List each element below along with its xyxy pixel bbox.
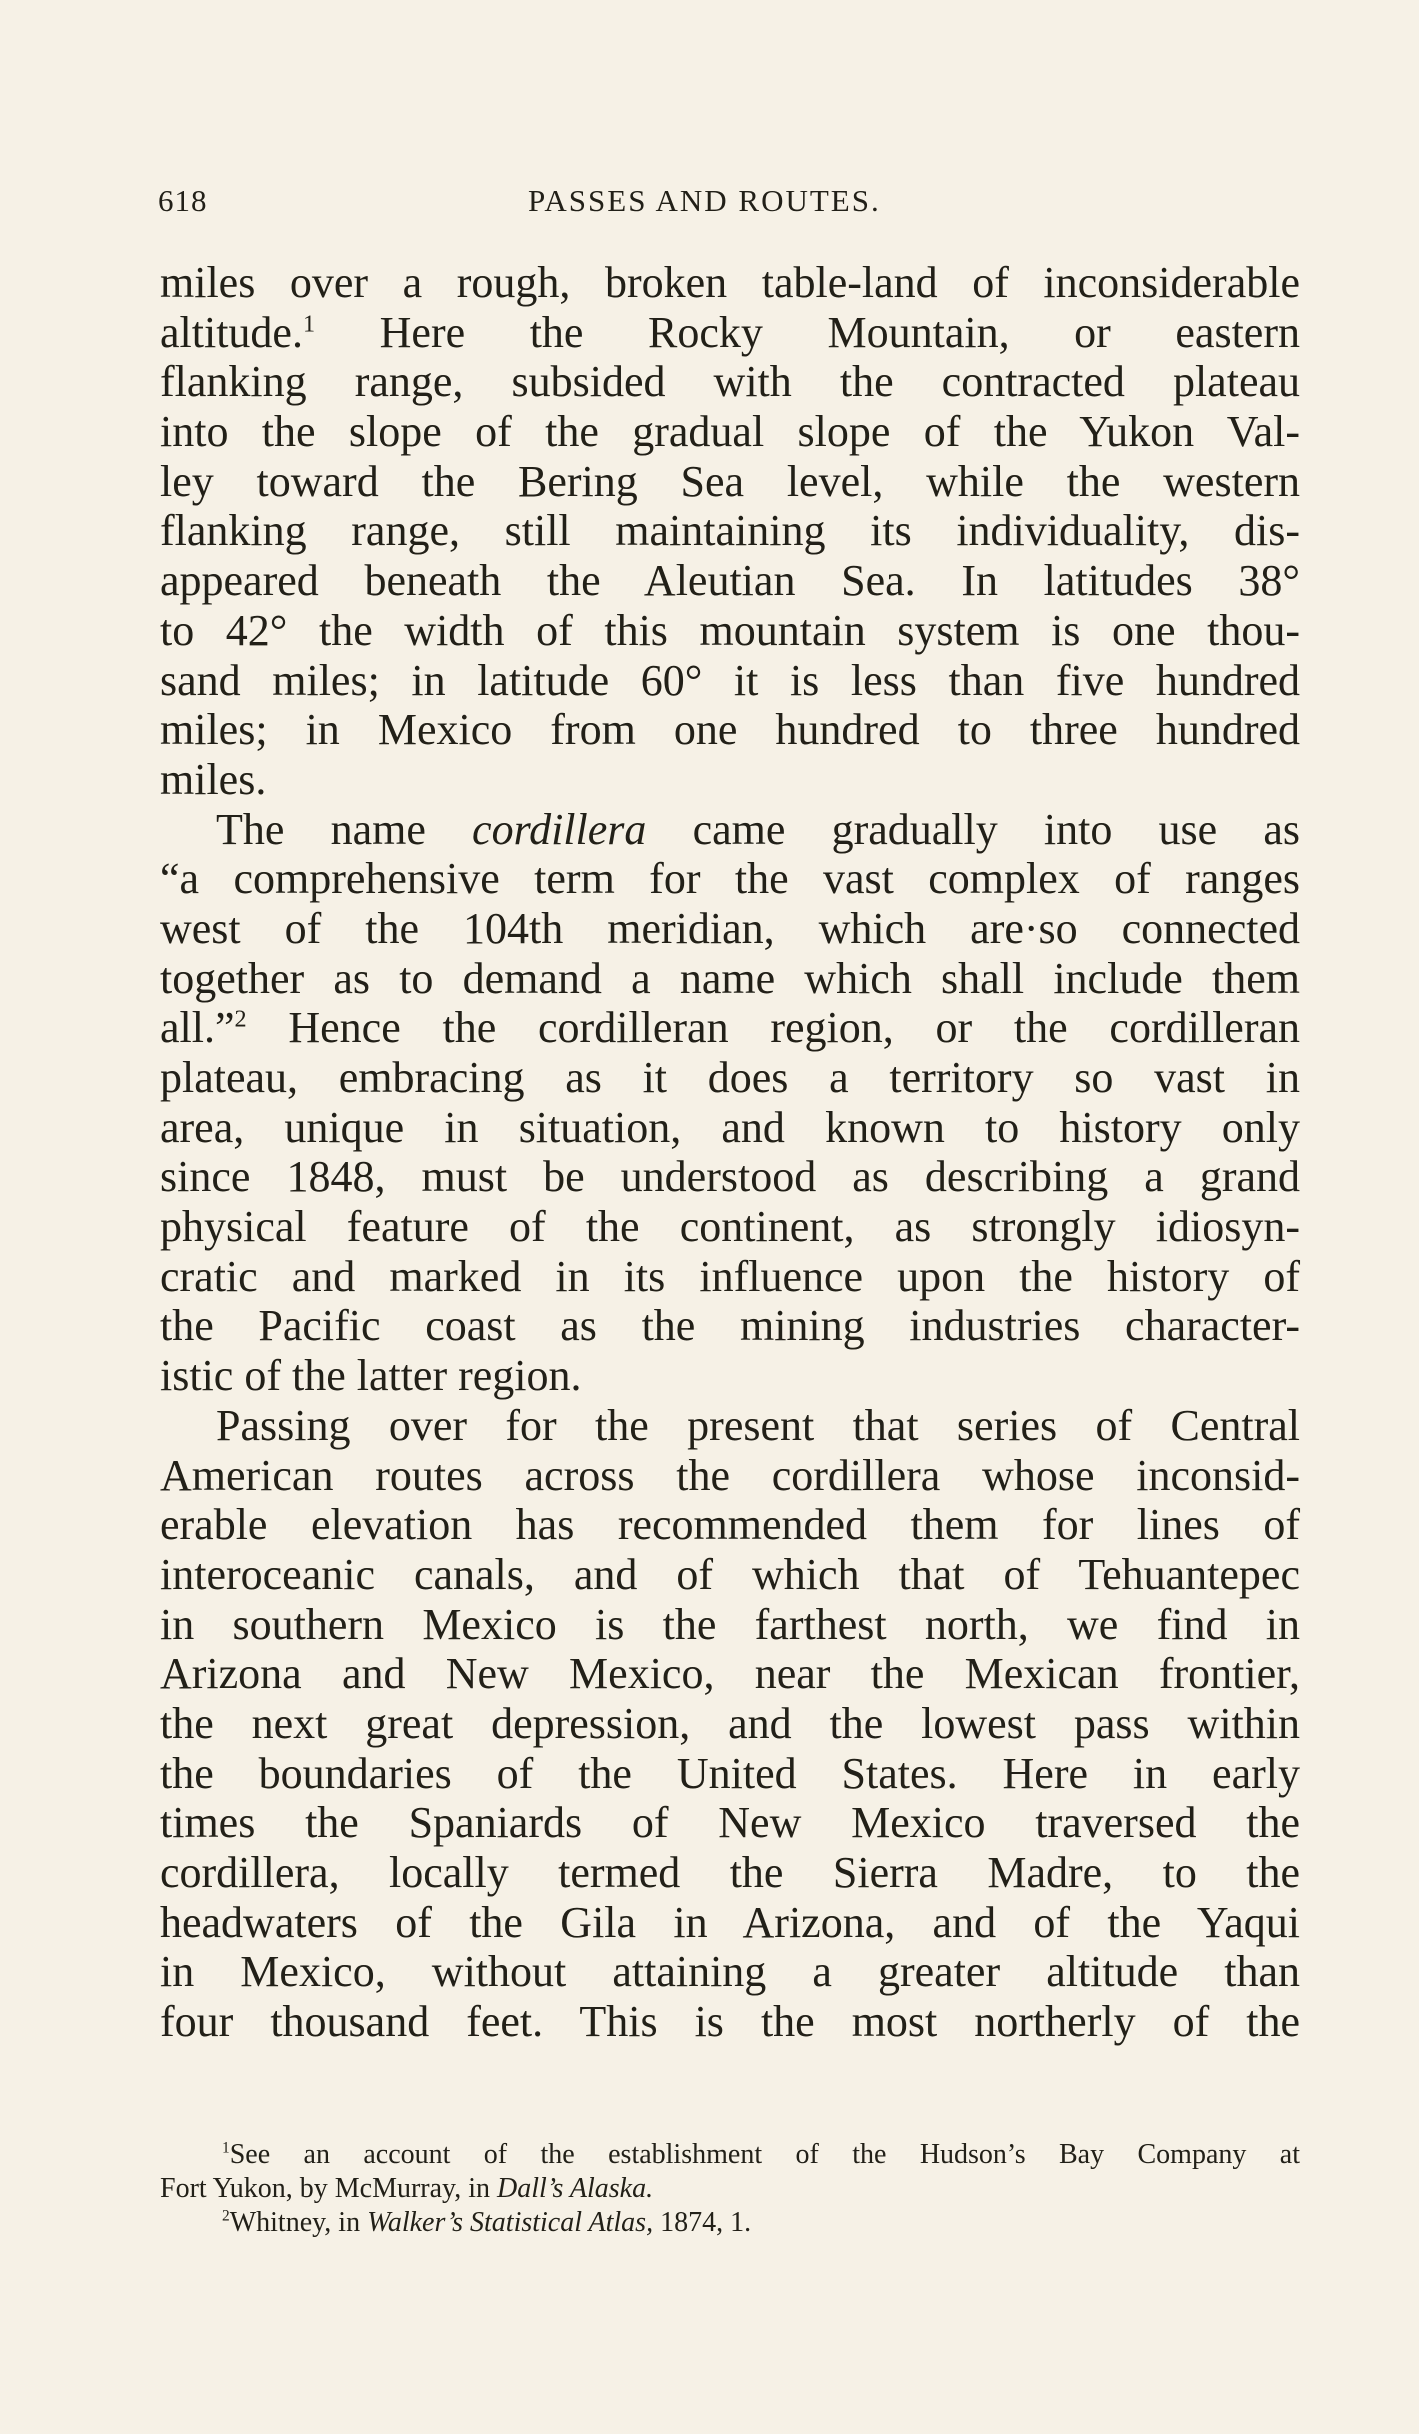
text-line: Passing over for the present that series of Central — [216, 1400, 1300, 1450]
running-head: PASSES AND ROUTES. — [528, 183, 881, 218]
footnote-1-continued: Fort Yukon, by McMurray, in Dall’s Alaska. — [160, 2173, 654, 2204]
page-number: 618 — [158, 183, 208, 218]
footnote-ref-1: 1 — [302, 310, 316, 338]
text-line: times the Spaniards of New Mexico traversed the — [160, 1798, 1300, 1848]
text-line: erable elevation has recommended them for lines of — [160, 1500, 1300, 1550]
text-line: the Pacific coast as the mining industries character- — [160, 1301, 1300, 1351]
page-header — [158, 183, 1298, 223]
text-line: American routes across the cordillera whose inconsid- — [160, 1450, 1300, 1500]
text-line: miles over a rough, broken table-land of inconsiderable — [160, 258, 1300, 307]
text-line: since 1848, must be understood as describing a grand — [160, 1152, 1300, 1202]
text-line: all.”$^2$ Hence the cordilleran region, or the cordilleran — [160, 1003, 1300, 1053]
footnote-mark-1: 1 — [222, 2139, 230, 2157]
text-line: together as to demand a name which shall include them — [160, 953, 1300, 1003]
text-line: interoceanic canals, and of which that of Tehuantepec — [160, 1549, 1300, 1599]
text-line: “a comprehensive term for the vast complex of ranges — [160, 854, 1300, 904]
text-line: miles; in Mexico from one hundred to three hundred — [160, 705, 1300, 755]
footnote-mark-2: 2 — [222, 2207, 230, 2225]
text-line: cordillera, locally termed the Sierra Madre, to the — [160, 1848, 1300, 1897]
text-line: the boundaries of the United States. Here in early — [160, 1748, 1300, 1798]
text-line: The name cordillera came gradually into use as — [216, 804, 1300, 854]
text-line: istic of the latter region. — [160, 1351, 582, 1401]
text-line: the next great depression, and the lowest pass within — [160, 1698, 1300, 1748]
text-line: into the slope of the gradual slope of the Yukon Val- — [160, 407, 1300, 457]
footnote-2: $^2$Whitney, in Walker’s Statistical Atlas, 1874, 1. — [222, 2207, 752, 2238]
text-line: physical feature of the continent, as strongly idiosyn- — [160, 1202, 1300, 1252]
italic-term: cordillera — [472, 804, 647, 854]
text-line: flanking range, subsided with the contracted plateau — [160, 357, 1300, 407]
text-line: appeared beneath the Aleutian Sea. In latitudes 38° — [160, 556, 1300, 606]
italic-citation: Walker’s Statistical Atlas, — [367, 2207, 654, 2238]
text-line: plateau, embracing as it does a territory so vast in — [160, 1053, 1300, 1102]
italic-citation: Dall’s Alaska. — [497, 2173, 654, 2204]
text-line: in Mexico, without attaining a greater altitude than — [160, 1947, 1300, 1997]
text-line: ley toward the Bering Sea level, while the western — [160, 456, 1300, 506]
text-line: headwaters of the Gila in Arizona, and of the Yaqui — [160, 1897, 1300, 1947]
text-line: sand miles; in latitude 60° it is less than five hundred — [160, 655, 1300, 705]
text-line: miles. — [160, 754, 267, 804]
text-line: cratic and marked in its influence upon the history of — [160, 1251, 1300, 1301]
text-line: Arizona and New Mexico, near the Mexican frontier, — [160, 1649, 1300, 1699]
text-line: in southern Mexico is the farthest north, we find in — [160, 1599, 1300, 1649]
text-line: altitude.$^1$ Here the Rocky Mountain, or eastern — [160, 307, 1300, 357]
text-line: area, unique in situation, and known to history only — [160, 1102, 1300, 1152]
text-line: flanking range, still maintaining its individuality, dis- — [160, 506, 1300, 556]
text-line: west of the 104th meridian, which are·so connected — [160, 903, 1300, 953]
text-line: four thousand feet. This is the most northerly of the — [160, 1997, 1300, 2047]
body-text — [160, 258, 1300, 2047]
footnotes — [160, 2138, 1300, 2240]
text-line: to 42° the width of this mountain system is one thou- — [160, 605, 1300, 655]
footnote-ref-2: 2 — [234, 1005, 247, 1033]
footnote-1: $^1$See an account of the establishment of the Hudson’s Bay Company at — [222, 2139, 1300, 2170]
